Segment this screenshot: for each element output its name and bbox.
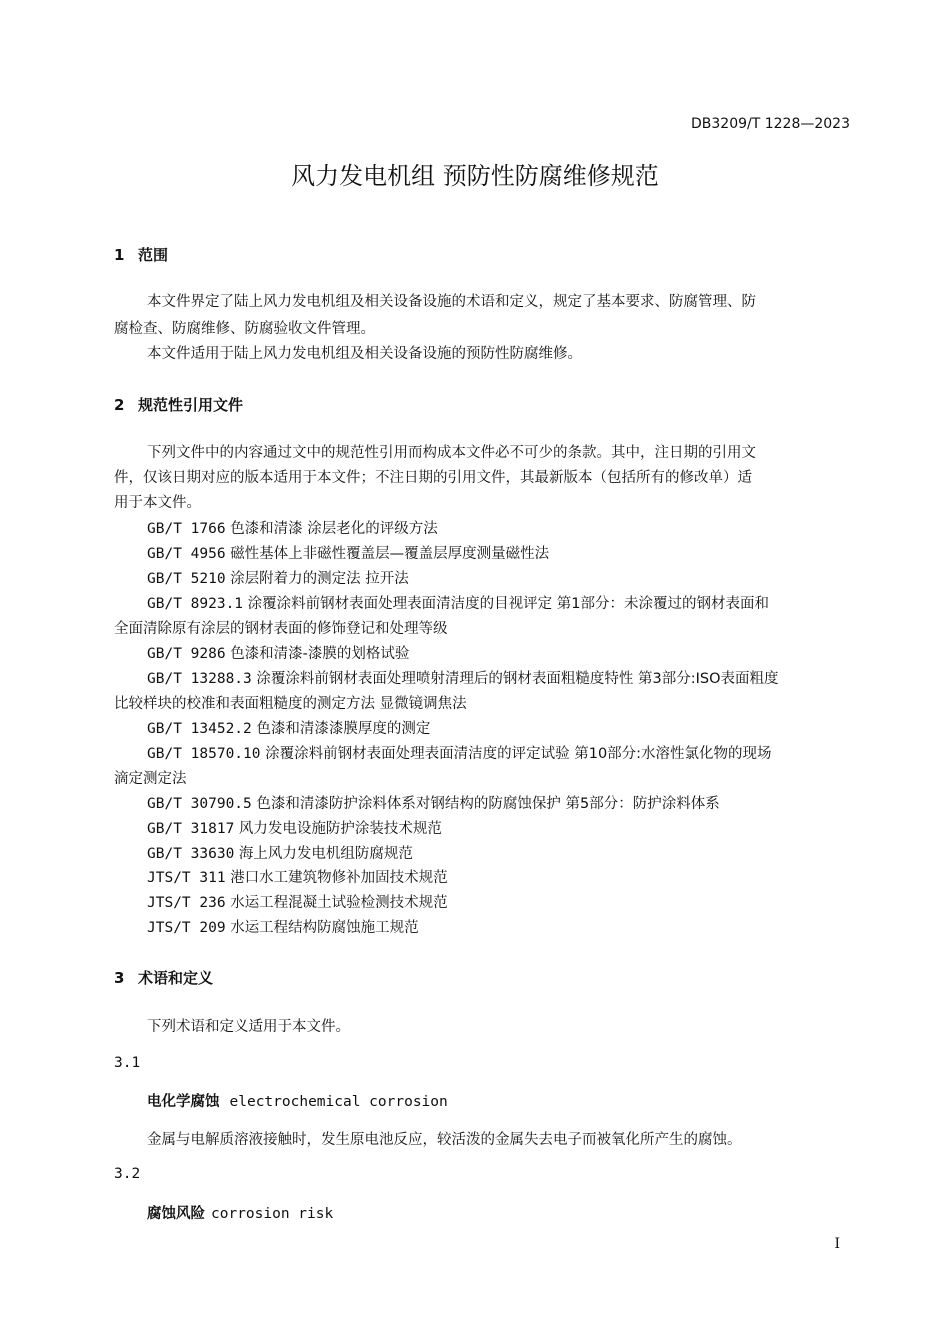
reference-item xyxy=(147,592,769,613)
reference-code: GB/T 13288.3 xyxy=(147,671,252,687)
reference-code: GB/T 18570.10 xyxy=(147,746,261,762)
reference-item xyxy=(147,866,448,887)
reference-code: GB/T 33630 xyxy=(147,846,235,862)
section-title: 规范性引用文件 xyxy=(138,396,244,414)
paragraph: 下列文件中的内容通过文中的规范性引用而构成本文件必不可少的条款。其中，注日期的引用文 xyxy=(147,445,756,461)
reference-item xyxy=(147,792,720,813)
paragraph-continuation: 腐检查、防腐维修、防腐验收文件管理。 xyxy=(114,321,375,337)
term-number: 3.1 xyxy=(114,1055,141,1071)
reference-title: 涂覆涂料前钢材表面处理表面清洁度的目视评定 第1部分：未涂覆过的钢材表面和 xyxy=(247,596,769,612)
paragraph: 本文件适用于陆上风力发电机组及相关设备设施的预防性防腐维修。 xyxy=(147,346,582,362)
reference-item xyxy=(147,891,448,912)
reference-code: JTS/T 311 xyxy=(147,870,226,886)
reference-item xyxy=(147,567,409,588)
reference-item xyxy=(147,517,438,538)
section-title: 范围 xyxy=(138,246,169,264)
reference-title: 色漆和清漆防护涂料体系对钢结构的防腐蚀保护 第5部分：防护涂料体系 xyxy=(256,796,720,812)
reference-title: 磁性基体上非磁性覆盖层—覆盖层厚度测量磁性法 xyxy=(230,546,550,562)
term-definition: 金属与电解质溶液接触时，发生原电池反应，较活泼的金属失去电子而被氧化所产生的腐蚀。 xyxy=(147,1132,742,1148)
section-number: 2 xyxy=(114,396,125,414)
page-number: I xyxy=(834,1236,840,1252)
reference-continuation: 全面清除原有涂层的钢材表面的修饰登记和处理等级 xyxy=(114,621,448,637)
reference-code: GB/T 30790.5 xyxy=(147,796,252,812)
reference-title: 色漆和清漆漆膜厚度的测定 xyxy=(256,721,431,737)
paragraph: 下列术语和定义适用于本文件。 xyxy=(147,1019,350,1035)
document-title: 风力发电机组 预防性防腐维修规范 xyxy=(291,162,659,190)
term-number: 3.2 xyxy=(114,1166,141,1182)
term-chinese: 腐蚀风险 xyxy=(147,1206,205,1222)
reference-continuation: 比较样块的校准和表面粗糙度的测定方法 显微镜调焦法 xyxy=(114,696,467,712)
term-english: corrosion risk xyxy=(211,1206,334,1222)
section-number: 3 xyxy=(114,969,125,987)
reference-title: 色漆和清漆-漆膜的划格试验 xyxy=(230,646,410,662)
reference-item xyxy=(147,542,549,563)
paragraph-continuation: 用于本文件。 xyxy=(114,495,201,511)
term-english: electrochemical corrosion xyxy=(229,1094,448,1110)
reference-code: GB/T 5210 xyxy=(147,571,226,587)
term-entry xyxy=(147,1202,333,1223)
reference-title: 风力发电设施防护涂装技术规范 xyxy=(238,821,442,837)
paragraph: 本文件界定了陆上风力发电机组及相关设备设施的术语和定义，规定了基本要求、防腐管理、防 xyxy=(147,294,756,310)
reference-item xyxy=(147,667,779,688)
reference-code: GB/T 1766 xyxy=(147,521,226,537)
term-chinese: 电化学腐蚀 xyxy=(147,1094,220,1110)
reference-continuation: 滴定测定法 xyxy=(114,771,187,787)
reference-code: JTS/T 236 xyxy=(147,895,226,911)
reference-title: 水运工程结构防腐蚀施工规范 xyxy=(230,920,419,936)
paragraph-continuation: 件，仅该日期对应的版本适用于本文件；不注日期的引用文件，其最新版本（包括所有的修改单）适 xyxy=(114,470,752,486)
reference-item xyxy=(147,916,419,937)
reference-item xyxy=(147,817,442,838)
section-title: 术语和定义 xyxy=(138,969,214,987)
reference-code: JTS/T 209 xyxy=(147,920,226,936)
reference-title: 港口水工建筑物修补加固技术规范 xyxy=(230,870,448,886)
reference-title: 水运工程混凝土试验检测技术规范 xyxy=(230,895,448,911)
reference-code: GB/T 31817 xyxy=(147,821,235,837)
reference-code: GB/T 13452.2 xyxy=(147,721,252,737)
section-2-heading xyxy=(114,394,243,415)
reference-item xyxy=(147,717,430,738)
reference-title: 涂层附着力的测定法 拉开法 xyxy=(230,571,409,587)
reference-item xyxy=(147,842,413,863)
reference-item xyxy=(147,642,409,663)
reference-title: 涂覆涂料前钢材表面处理表面清洁度的评定试验 第10部分:水溶性氯化物的现场 xyxy=(265,746,772,762)
section-1-heading xyxy=(114,244,168,265)
reference-title: 涂覆涂料前钢材表面处理喷射清理后的钢材表面粗糙度特性 第3部分:ISO表面粗度 xyxy=(256,671,779,687)
reference-title: 色漆和清漆 涂层老化的评级方法 xyxy=(230,521,438,537)
section-3-heading xyxy=(114,967,213,988)
reference-code: GB/T 4956 xyxy=(147,546,226,562)
document-number: DB3209/T 1228—2023 xyxy=(691,116,850,132)
section-number: 1 xyxy=(114,246,125,264)
reference-code: GB/T 8923.1 xyxy=(147,596,244,612)
reference-item xyxy=(147,742,772,763)
term-entry xyxy=(147,1090,448,1111)
reference-code: GB/T 9286 xyxy=(147,646,226,662)
reference-title: 海上风力发电机组防腐规范 xyxy=(238,846,413,862)
